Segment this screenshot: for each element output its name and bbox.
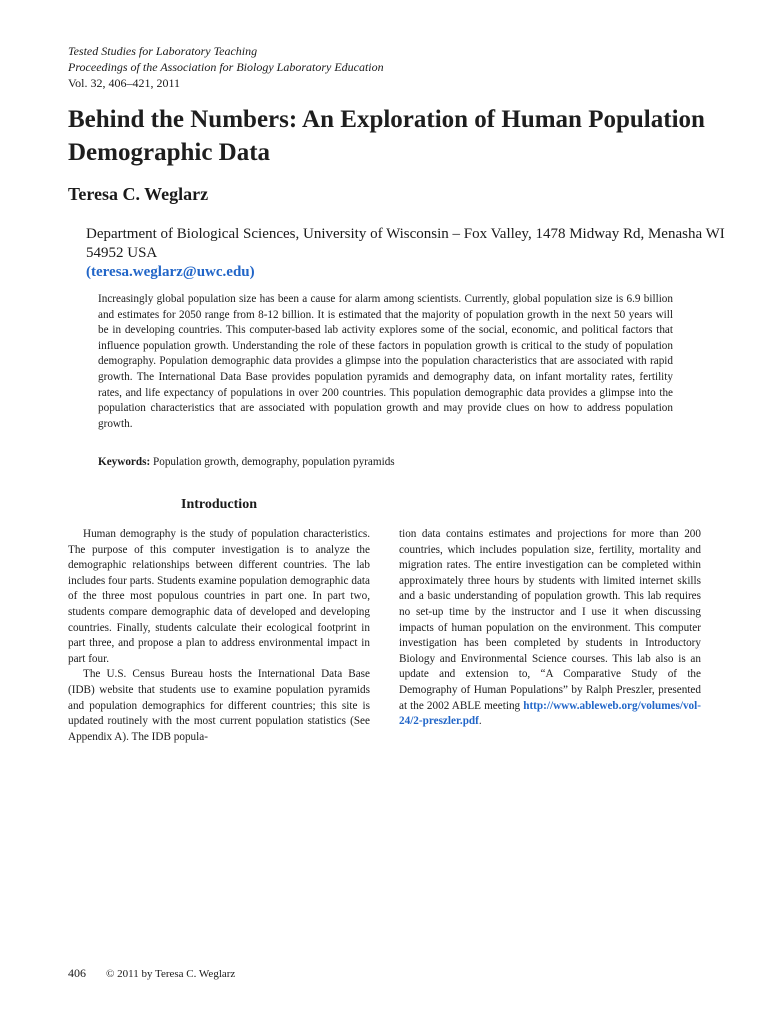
intro-left-column: [68, 527, 370, 745]
keywords-label: Keywords:: [98, 456, 151, 468]
intro-paragraph-end: .: [478, 715, 482, 728]
author-affiliation: Department of Biological Sciences, University of Wisconsin – Fox Valley, 1478 Midway Rd, Menasha WI 54952 USA: [86, 226, 725, 261]
journal-header: [68, 43, 384, 91]
journal-series: Tested Studies for Laboratory Teaching: [68, 44, 258, 58]
author-affiliation-block: [86, 225, 726, 282]
section-heading-introduction: Introduction: [181, 497, 257, 512]
paper-title: Behind the Numbers: An Exploration of Human Population Demographic Data: [68, 106, 705, 166]
preszler-link[interactable]: http://www.ableweb.org/volumes/vol-24/2-preszler.pdf: [399, 699, 701, 728]
page-number: 406: [68, 966, 86, 980]
abstract: Increasingly global population size has been a cause for alarm among scientists. Currently, global population size is 6.9 billion and estimates for 2050 range from 8-12 billion. It is estimated that the majority of population growth in the next 50 years will be in developing countries. This computer-based lab activity explores some of the social, economic, and political factors that influence population growth. Understanding the role of these factors in population growth is critical to the study of population demography. Population demographic data provides a glimpse into the population characteristics that are associated with rapid growth. The International Data Base provides population pyramids and demography data, on infant mortality rates, fertility rates, and life expectancy of populations in over 200 countries. This population demographic data provides a glimpse into the population characteristics that are associated with population growth and may provide clues on how to address population growth.: [98, 293, 673, 430]
intro-paragraph-text: tion data contains estimates and projections for more than 200 countries, which includes population size, fertility, mortality and migration rates. The entire investigation can be completed within approximately three hours by students with limited internet skills and a basic understanding of population growth. This lab requires no set-up time by the instructor and I use it when discussing impacts of human population on the environment. This computer investigation has been completed by students in Introductory Biology and Environmental Science courses. This lab also is an update and extension to, “A Comparative Study of the Demography of Human Populations” by Ralph Preszler, presented at the 2002 ABLE meeting: [399, 528, 701, 712]
copyright-notice: © 2011 by Teresa C. Weglarz: [106, 968, 236, 980]
journal-volume: Vol. 32, 406–421, 2011: [68, 76, 181, 90]
intro-paragraph-continued: [399, 527, 701, 730]
journal-proceedings: Proceedings of the Association for Biology Laboratory Education: [68, 60, 384, 74]
intro-paragraph: The U.S. Census Bureau hosts the International Data Base (IDB) website that students use to examine population pyramids and population demographics for different countries; this site is updated routinely with the most current population statistics (See Appendix A). The IDB popula-: [68, 668, 370, 743]
author-name: Teresa C. Weglarz: [68, 184, 209, 204]
keywords: [98, 456, 395, 468]
page-footer: [68, 966, 235, 981]
intro-paragraph: Human demography is the study of population characteristics. The purpose of this computer investigation is to analyze the demographic relationships between different countries. The lab includes four parts. Students examine population demographic data of the three most populous countries in part one. In part two, students compare demographic data of developed and developing countries. Finally, students calculate their ecological footprint in part three, and propose a plan to address environmental impact in part four.: [68, 528, 370, 665]
author-email-link[interactable]: (teresa.weglarz@uwc.edu): [86, 264, 255, 280]
intro-right-column: [399, 527, 701, 730]
keywords-text: Population growth, demography, population pyramids: [150, 456, 395, 468]
